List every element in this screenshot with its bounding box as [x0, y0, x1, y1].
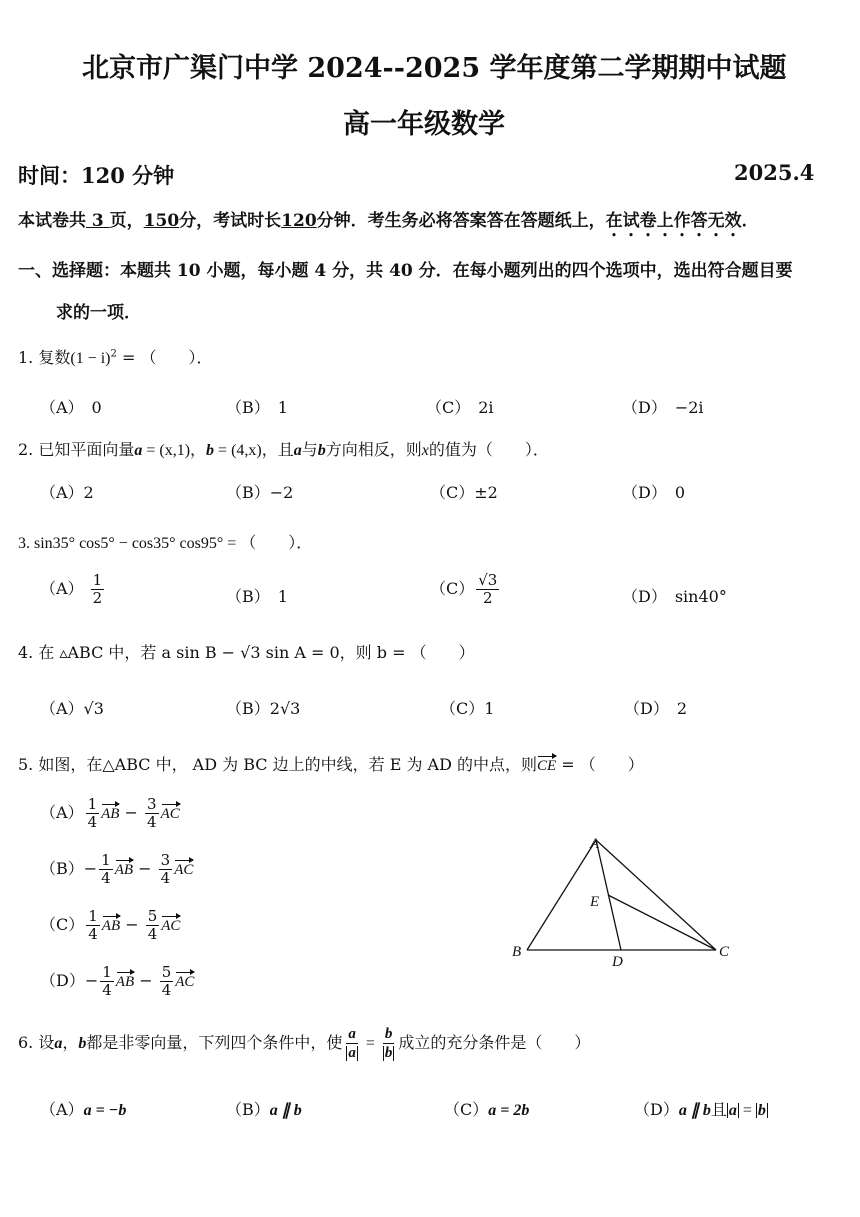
q6-frac-b-num: b: [384, 1026, 393, 1042]
q5-b-frac1: [99, 852, 113, 887]
q5-b-label: （B）: [40, 859, 84, 878]
q6-d-label: （D）: [634, 1100, 679, 1119]
q6-frac-a-num: a: [348, 1026, 356, 1042]
q1-stem: [18, 345, 212, 368]
q5-a-n2: 3: [147, 795, 157, 813]
q5-d-vec-ac: AC: [175, 970, 194, 991]
q1-option-c[interactable]: （C） 2i: [426, 398, 494, 417]
q4-option-b[interactable]: （B）2√3: [226, 699, 301, 718]
q5-vector-ce: CE: [537, 754, 556, 775]
q2-mid2: 与: [301, 440, 318, 459]
label-a: A: [590, 836, 600, 852]
q5-b-vec-ab: AB: [115, 858, 133, 879]
q6-d-abs-b: b: [757, 1102, 766, 1119]
q1-stem-text: 1. 复数: [18, 348, 71, 367]
q5-d-op: −: [139, 971, 153, 990]
q5-c-op: −: [125, 915, 139, 934]
q4-option-d[interactable]: （D） 2: [624, 699, 688, 718]
q5-option-c[interactable]: [40, 908, 180, 943]
q6-option-d[interactable]: （D）a ∥ b且 a = b: [634, 1100, 766, 1119]
q2-vector-a: a: [134, 442, 143, 459]
q4-stem: 4. 在 ▵ABC 中，若 a sin B − √3 sin A = 0，则 b = （ ）: [18, 643, 475, 662]
q3-a-label: （A）: [40, 579, 84, 598]
q2-vector-a-2: a: [293, 442, 302, 459]
q5-stem-text: 5. 如图，在△ABC 中， AD 为 BC 边上的中线，若 E 为 AD 的中点，则: [18, 755, 538, 774]
q6-frac-b-den: b: [384, 1045, 393, 1061]
q5-d-sign: −: [84, 971, 99, 990]
edge-ab: [527, 840, 596, 950]
q5-option-a[interactable]: [40, 796, 180, 831]
q3-option-a[interactable]: [40, 572, 106, 607]
q5-c-label: （C）: [40, 915, 85, 934]
q6-b-expr: a ∥ b: [269, 1102, 302, 1119]
q3-option-b[interactable]: （B） 1: [226, 587, 288, 606]
q2-stem-text: 2. 已知平面向量: [18, 440, 135, 459]
q3-a-fraction: [91, 572, 105, 607]
q5-a-vec-ac: AC: [161, 802, 180, 823]
q6-a-label: （A）: [40, 1100, 84, 1119]
q5-stem: [18, 752, 644, 775]
q3-a-num: 1: [92, 571, 103, 589]
q3-option-c[interactable]: [430, 572, 501, 607]
instr-text-5: ．: [741, 211, 759, 231]
q5-c-n1: 1: [88, 907, 98, 925]
exam-time: 时间：120 分钟: [18, 163, 175, 188]
label-c: C: [719, 944, 730, 960]
q2-option-b[interactable]: （B）−2: [226, 483, 294, 502]
q5-a-frac2: [145, 796, 159, 831]
q3-c-fraction: [476, 572, 499, 607]
q6-c-expr: a = 2b: [488, 1102, 530, 1119]
instr-text-4: 分钟．考生务必将答案答在答题纸上，: [316, 211, 606, 231]
q6-d-and: 且: [710, 1100, 727, 1119]
q6-frac-a: [344, 1026, 360, 1061]
instr-pages: 3: [86, 211, 110, 231]
q5-c-frac1: [86, 908, 100, 943]
q6-tail: 成立的充分条件是（ ）: [398, 1033, 591, 1052]
q3-option-d[interactable]: （D） sin40°: [622, 587, 727, 606]
label-e: E: [590, 894, 600, 910]
q5-b-d2: 4: [160, 869, 171, 887]
q6-option-a[interactable]: [40, 1097, 126, 1120]
q1-exponent: 2: [110, 348, 117, 360]
q2-option-c[interactable]: （C）±2: [430, 483, 498, 502]
instr-text-2: 页，: [109, 211, 144, 231]
q3-a-den: 2: [92, 589, 103, 607]
q5-d-vec-ab: AB: [116, 970, 134, 991]
q4-option-a[interactable]: （A）√3: [40, 699, 104, 718]
q6-a-expr: a = −b: [83, 1102, 127, 1119]
q4-option-c[interactable]: （C）1: [440, 699, 495, 718]
q5-b-d1: 4: [101, 869, 111, 887]
q1-option-b[interactable]: （B） 1: [226, 398, 288, 417]
q2-stem: [18, 437, 549, 460]
instr-text-1: 本试卷共: [18, 211, 86, 231]
segment-ce: [608, 895, 716, 950]
q5-a-label: （A）: [40, 803, 84, 822]
label-b: B: [512, 944, 522, 960]
q2-option-d[interactable]: （D） 0: [622, 483, 686, 502]
q1-option-d[interactable]: （D） −2i: [622, 398, 704, 417]
instr-score: 150: [143, 211, 180, 231]
q3-c-den: 2: [483, 589, 493, 607]
q3-stem: 3. sin35° cos5° − cos35° cos95° = （ ）．: [18, 535, 313, 552]
q6-sep: ，: [62, 1033, 79, 1052]
q2-x: x: [421, 442, 429, 459]
q5-a-d1: 4: [87, 813, 98, 831]
q5-tail: = （ ）: [556, 755, 644, 774]
q6-vec-b: b: [78, 1035, 87, 1052]
exam-title: 北京市广渠门中学 2024--2025 学年度第二学期期中试题: [82, 53, 787, 84]
q2-a-value: = (x,1)，: [142, 442, 207, 459]
label-d: D: [612, 954, 623, 970]
section1-line1: 一、选择题：本题共 10 小题，每小题 4 分，共 40 分．在每小题列出的四个选项中，选出符合题目要: [18, 261, 793, 281]
q5-b-sign: −: [83, 859, 98, 878]
q2-tail: 的值为（ ）．: [428, 440, 549, 459]
q2-b-value: = (4,x)，: [214, 442, 278, 459]
q2-vector-b-2: b: [317, 442, 326, 459]
instr-duration: 120: [281, 211, 317, 231]
q6-mid: 都是非零向量，下列四个条件中，使: [86, 1033, 343, 1052]
q5-option-d[interactable]: [40, 964, 194, 999]
q6-frac-b: [381, 1026, 397, 1061]
q5-d-frac2: [160, 964, 174, 999]
q5-c-vec-ab: AB: [102, 914, 120, 935]
q5-a-vec-ab: AB: [101, 802, 119, 823]
exam-subtitle: 高一年级数学: [343, 109, 505, 140]
q6-option-b[interactable]: [226, 1097, 302, 1120]
q5-c-d1: 4: [88, 925, 98, 943]
q5-option-b[interactable]: [40, 852, 193, 887]
q1-expr: (1 − i): [70, 350, 111, 367]
q5-d-n1: 1: [102, 963, 112, 981]
q2-mid3: 方向相反，则: [325, 440, 422, 459]
q6-b-label: （B）: [226, 1100, 270, 1119]
q5-c-vec-ac: AC: [161, 914, 180, 935]
edge-ac: [596, 840, 716, 950]
q1-option-a[interactable]: （A） 0: [40, 398, 102, 417]
q5-d-n2: 5: [161, 963, 172, 981]
q5-d-frac1: [100, 964, 114, 999]
q5-c-d2: 4: [147, 925, 158, 943]
q6-stem: 6. 设a，b都是非零向量，下列四个条件中，使 $\frac{a}{a}$ = $\frac{b}{b}$ 成立的充分条件是（ ）: [18, 1026, 591, 1061]
q5-a-n1: 1: [87, 795, 98, 813]
q5-b-n1: 1: [101, 851, 111, 869]
q5-c-n2: 5: [147, 907, 158, 925]
q5-d-d2: 4: [161, 981, 172, 999]
exam-date: 2025.4: [734, 160, 815, 185]
q3-c-label: （C）: [430, 579, 475, 598]
q5-d-d1: 4: [102, 981, 112, 999]
q6-vec-a: a: [54, 1035, 63, 1052]
q6-d-expr: a ∥ b: [678, 1102, 711, 1119]
instr-text-3: 分，考试时长: [179, 211, 282, 231]
q5-b-vec-ac: AC: [174, 858, 193, 879]
q6-frac-a-den: a: [348, 1045, 356, 1061]
q5-triangle-figure: [500, 828, 750, 973]
q5-b-op: −: [138, 859, 152, 878]
q2-option-a[interactable]: （A）2: [40, 483, 94, 502]
q6-d-abs-a: a: [728, 1102, 737, 1119]
q5-b-n2: 3: [160, 851, 171, 869]
q2-mid: 且: [277, 440, 294, 459]
q3-c-num: √3: [478, 571, 498, 589]
q5-c-frac2: [146, 908, 160, 943]
instr-emphasis: 在试卷上作答无效: [605, 211, 742, 231]
q5-b-frac2: [159, 852, 173, 887]
q5-a-op: −: [124, 803, 138, 822]
instructions: [18, 206, 759, 241]
q1-tail: = （ ）．: [116, 348, 213, 367]
q5-a-frac1: [86, 796, 100, 831]
q2-vector-b: b: [206, 442, 215, 459]
q6-stem-text: 6. 设: [18, 1033, 55, 1052]
q5-d-label: （D）: [40, 971, 85, 990]
q6-option-c[interactable]: [444, 1097, 529, 1120]
section1-line2: 求的一项．: [56, 303, 141, 323]
q5-a-d2: 4: [147, 813, 157, 831]
q6-c-label: （C）: [444, 1100, 489, 1119]
